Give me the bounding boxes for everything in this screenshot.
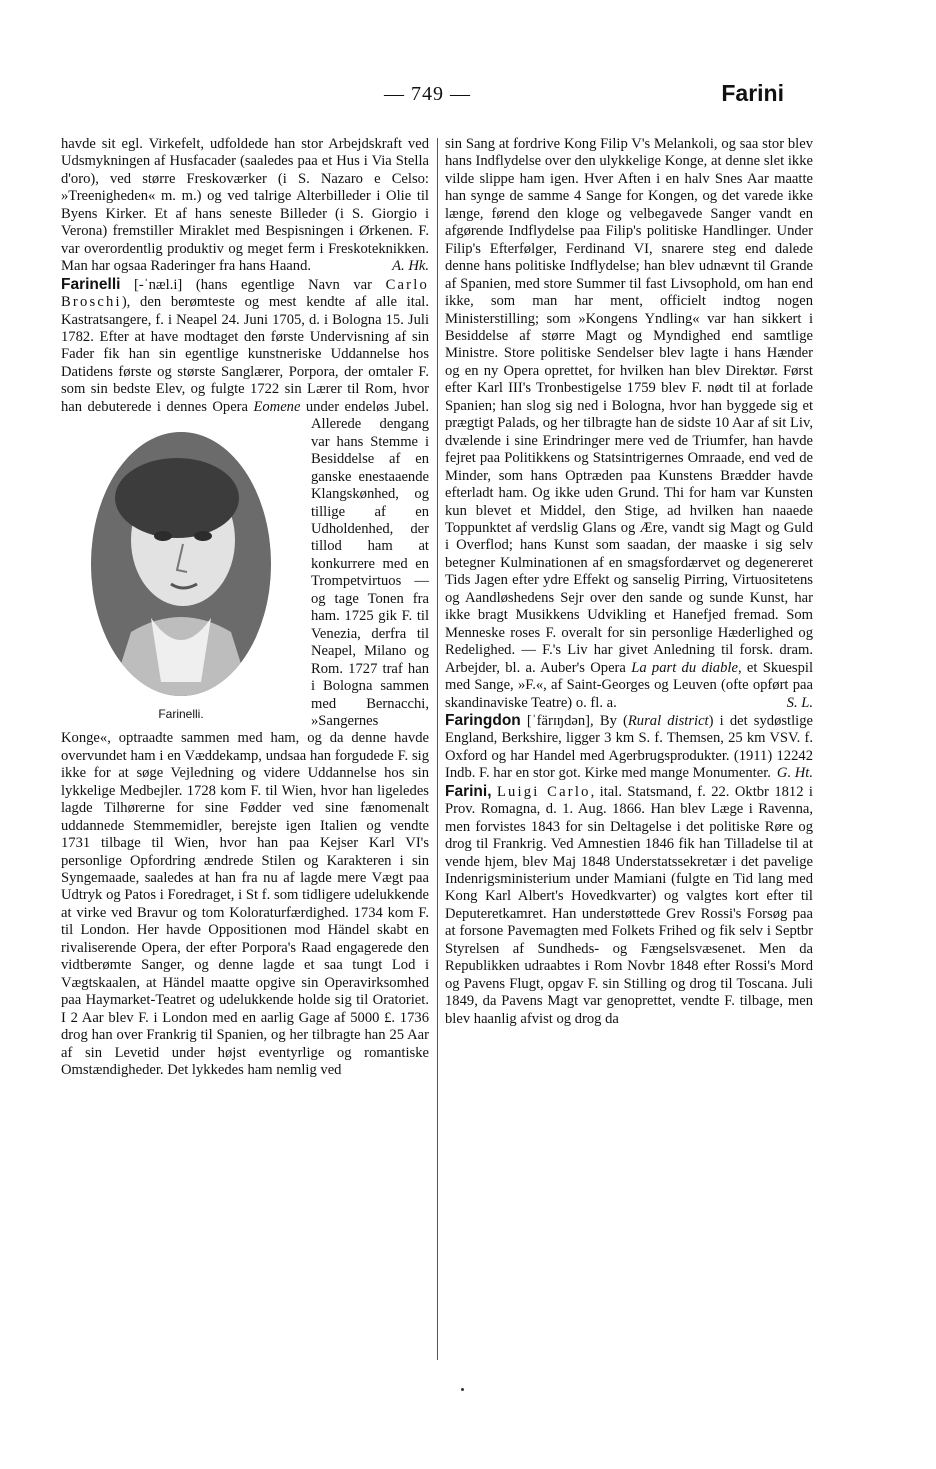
entry-text: havde sit egl. Virkefelt, udfoldede han stor Arbejdskraft ved Udsmykningen af Husfacader (saaledes paa et Hus i Via Stella d'oro), ved større Freskoværker (i S. Nazaro e Celso: »Treenigheden« m. m.) og ved talrige Alterbilleder i Olie til Byens Kirker. Et af hans seneste Billeder (i S. Giorgio i Verona) fremstiller Miraklet med Bespisningen i Ørkenen. F. var overordentlig produktiv og meget ferm i Freskoteknikken. Man har ogsaa Raderinger fra hans Haand. xyxy=(61,136,429,275)
real-name: Carlo Broschi xyxy=(61,276,429,311)
portrait-image xyxy=(91,432,271,696)
entry-continuation xyxy=(61,136,429,276)
entry-farinelli-continued xyxy=(445,136,813,712)
entry-text: ) i det sydøstlige England, Berkshire, ligger 3 km S. f. Themsen, 25 km VSV. f. Oxford og har Handel med Agerbrugsprodukter. (1911) 12242 Indb. F. har en stor got. Kirke med mange Monumenter. xyxy=(445,712,813,782)
entry-text: under endeløs Jubel. Allerede dengang var hans Stemme i Besiddelse af en ganske enestaaende Klangskønhed, og tillige af en Udholdenhed, der tillod ham at konkurrere med en Trompetvirtuos — og tage Tonen fra ham. 1725 gik F. til Venezia, derfra til Neapel, Milano og Rom. 1727 traf han i Bologna sammen med Bernacchi, »Sangernes Konge«, optraadte sammen med ham, og da denne havde overvundet ham i en Væddekamp, undsaa han forgudede F. sig ikke for at søge Vejledning og videre Uddannelse hos sin lykkelige Medbejler. 1728 kom F. til Wien, hvor han ligeledes lagde Tilhørerne for sine Fødder ved sine fænomenalt uddannede Stemmemidler, berejste igen Italien og vendte 1731 tilbage til Wien, hvor han paa Kejser Karl VI's personlige Opfordring ændrede Stilen og Karakteren i sin Syngemaade, saaledes at han fra nu af lagde mere Vægt paa Udtryk og Patos i Foredraget, i St f. som tidligere udelukkende at virke ved Bravur og tom Koloraturfærdighed. 1734 kom F. til London. Her havde Oppositionen mod Händel skabt en rivaliserende Opera, der efter Porpora's Raad engagerede den vidtberømte Sanger, og denne lagde et saa tungt Lod i Vægtskaalen, at Händel maatte opgive sin Operavirksomhed paa Haymarket-Teatret og udelukkende holde sig til Oratoriet. I 2 Aar blev F. i London med en aarlig Gage af 5000 £. 1736 drog han over Frankrig til Spanien, og her tilbragte han 25 Aar af sin Levetid under højst eventyrlige og romantiske Omstændigheder. Det lykkedes ham nemlig ved xyxy=(61,398,429,1079)
pronunciation: [ˈfärɪŋdən], By ( xyxy=(520,712,628,729)
headword: Farini, xyxy=(445,782,492,800)
page-number: — 749 — xyxy=(384,83,471,105)
entry-farinelli xyxy=(61,276,429,1080)
district-label: Rural district xyxy=(627,712,709,729)
portrait-drawing xyxy=(91,432,271,696)
author-signature: S. L. xyxy=(786,694,813,711)
headword: Faringdon xyxy=(445,711,521,729)
entry-text: ), den berømteste og mest kendte af alle ital. Kastratsangere, f. i Neapel 24. Juni 1705, d. i Bologna 15. Juli 1782. Efter at have modtaget den første Undervisning af sin Fader fik han sin egentlige kunstneriske Uddannelse hos Datidens første og største Sanglærer, Porpora, der omtaler F. som sin bedste Elev, og fulgte 1722 sin Lærer til Rom, hvor han debuterede i dennes Opera xyxy=(61,294,429,415)
column-divider xyxy=(437,138,438,1360)
entry-faringdon xyxy=(445,712,813,783)
entry-text: sin Sang at fordrive Kong Filip V's Melankoli, og saa stor blev hans Indflydelse over den ulykkelige Konge, at denne slet ikke vilde slippe ham igen. Hver Aften i en halv Snes Aar maatte han synge de samme 4 Sange for Kongen, og det varede ikke længe, førend den kloge og velbegavede Sanger vandt en afgørende Indflydelse paa Filip's politiske Handlinger. Under Filip's Efterfølger, Ferdinand VI, snarere steg end dalede denne hans politiske Indflydelse; han blev udnævnt til Grande af Spanien, med store Summer til fast Livsophold, om han end ikke, som man har ment, officielt indtog nogen Ministerstilling; som »Kongens Yndling« var han sikkert i Besiddelse af større Magt og Myndighed end samtlige Ministre. Store politiske Sendelser blev lagte i hans Hænder og en ny Opera oprettet, for hvilken han blev Direktør. Først efter Karl III's Tronbestigelse 1759 blev F. nødt til at forlade Spanien; han slog sig ned i Bologna, hvor han byggede sig et prægtigt Palads, og her tilbragte han de sidste 10 Aar af sit Liv, dvælende i sine Erindringer mere ved de Triumfer, han havde fejret paa Politikkens og Statsintrigernes Omraade, end ved de Minder, som hans Optræden paa Kunstens Brædder havde efterladt ham. Og ikke uden Grund. Thi for ham var Kunsten kun blevet et Middel, den Stige, ad hvilken han naaede Toppunktet af verdslig Glans og Ære, vandt sig Magt og Guld i Overflod; hans Kunst som saadan, der maaske i sig selv betegner Kulminationen af en smagsfordærvet og degenereret Tids Jagen efter ydre Effekt og sanselig Pirring, Virtuositetens og Aandløshedens Sejr over den sande og sunde Kunst, har ikke bragt Musikkens Udvikling et Hanefjed fremad. Som Menneske roses F. overalt for sin personlige Hæderlighed og Redelighed. — F.'s Liv har givet Anledning til forsk. dram. Arbejder, bl. a. Auber's Opera xyxy=(445,136,813,676)
right-column xyxy=(445,136,813,1028)
running-head: Farini xyxy=(721,80,784,106)
entry-farini xyxy=(445,783,813,1028)
author-signature: G. Ht. xyxy=(776,765,813,782)
ink-speck xyxy=(461,1388,464,1391)
opera-title: La part du diable xyxy=(631,659,738,676)
left-column xyxy=(61,136,429,1079)
opera-title: Eomene xyxy=(253,398,301,415)
author-signature: A. Hk. xyxy=(392,258,429,275)
page-header xyxy=(0,80,936,110)
entry-text: , ital. Statsmand, f. 22. Oktbr 1812 i Prov. Romagna, d. 1. Aug. 1866. Han blev Læge i Ravenna, men forvistes 1843 for sin Deltagelse i det politiske Røre og drog til Frankrig. Ved Amnestien 1846 fik han Tilladelse til at vende hjem, blev Maj 1848 Understatssekretær i det pavelige Indenrigsministerium under Mamiani (fulgte en Tid lang med Kong Karl Albert's Hovedkvarter) og valgtes kort efter til Deputeretkamret. Han understøttede Grev Rossi's Forsøg paa at forsone Pavemagten med Folkets Frihed og fik selv i Septbr Styrelsen af Sundheds- og Fængselsvæsenet. Men da Republikken udraabtes i Rom Novbr 1848 efter Rossi's Mord og Pavens Flugt, opgav F. sin Stilling og drog til Toscana. Juli 1849, da Pavens Magt var genoprettet, vendte F. tilbage, men blev haanlig afvist og drog da xyxy=(445,783,813,1027)
figure-caption: Farinelli. xyxy=(158,707,204,722)
headword: Farinelli xyxy=(61,275,121,293)
pronunciation: [-ˈnæl.i] (hans egentlige Navn var xyxy=(120,276,386,293)
entry-text: , et Skuespil med Sange, »F.«, af Saint-Georges og Leuven (ofte opført paa skandinaviske Teatre) o. fl. a. xyxy=(445,659,813,711)
portrait-figure xyxy=(61,418,301,723)
person-name: Luigi Carlo xyxy=(496,783,591,800)
